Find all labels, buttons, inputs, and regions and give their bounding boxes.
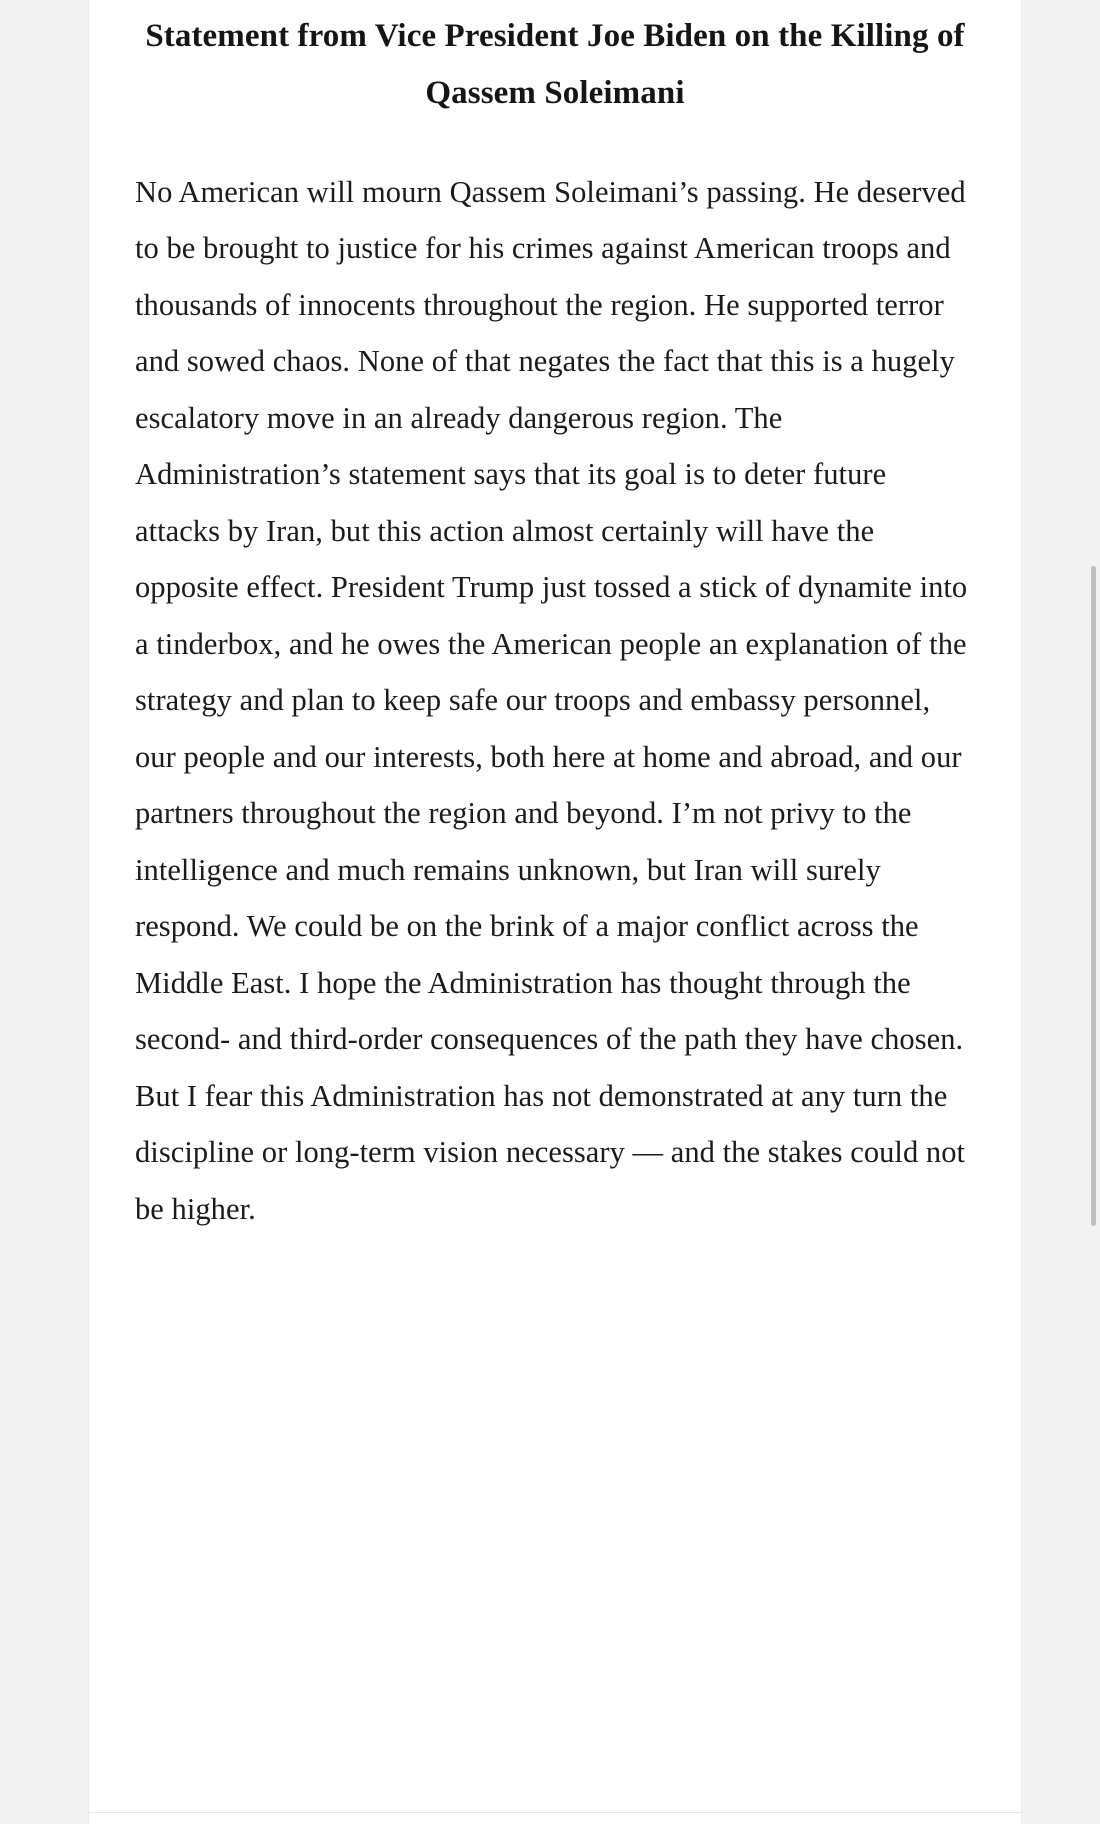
page-gutter-left — [0, 0, 89, 1824]
page-title: Statement from Vice President Joe Biden on the Killing of Qassem Soleimani — [145, 18, 965, 111]
scrollbar-thumb[interactable] — [1091, 566, 1096, 1226]
article-body-paragraph: No American will mourn Qassem Soleimani’s passing. He deserved to be brought to justice for his crimes against American troops and thousands of innocents throughout the region. He supported terror and sowed chaos. None of that negates the fact that this is a hugely escalatory move in an already dangerous region. The Administration’s statement says that its goal is to deter future attacks by Iran, but this action almost certainly will have the opposite effect. President Trump just tossed a stick of dynamite into a tinderbox, and he owes the American people an explanation of the strategy and plan to keep safe our troops and embassy personnel, our people and our interests, both here at home and abroad, and our partners throughout the region and beyond. I’m not privy to the intelligence and much remains unknown, but Iran will surely respond. We could be on the brink of a major conflict across the Middle East. I hope the Administration has thought through the second- and third-order consequences of the path they have chosen. But I fear this Administration has not demonstrated at any turn the discipline or long-term vision necessary — and the stakes could not be higher. — [135, 174, 968, 1226]
content-divider — [89, 1812, 1021, 1813]
page-gutter-right — [1021, 0, 1100, 1824]
article-container — [89, 0, 1021, 1824]
